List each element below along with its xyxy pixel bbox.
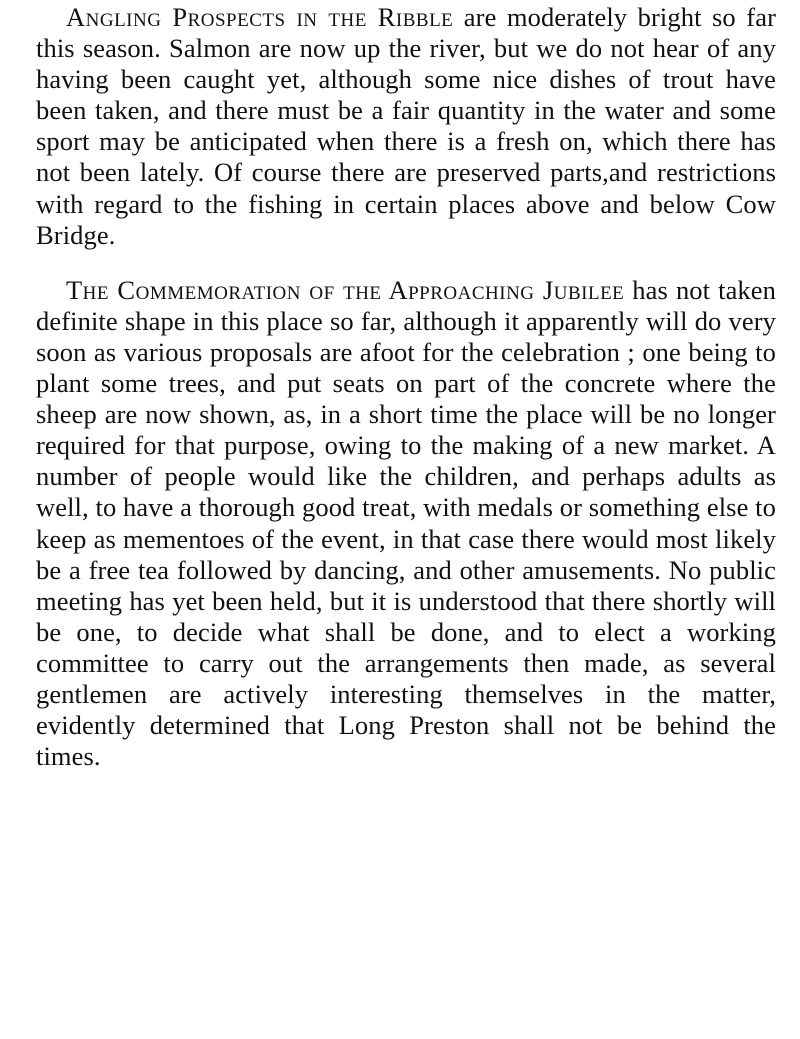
paragraph-body-jubilee: has not taken definite shape in this place so far, although it apparently will do very soon as various proposals are afoot for the celebration ; one being to plant some trees, and put seats on part of the concrete where the sheep are now shown, as, in a short time the place will be no longer required for that purpose, owing to the making of a new market. A number of people would like the children, and perhaps adults as well, to have a thorough good treat, with medals or something else to keep as mementoes of the event, in that case there would most likely be a free tea followed by dancing, and other amusements. No public meeting has yet been held, but it is understood that there shortly will be one, to decide what shall be done, and to elect a working committee to carry out the arrangements then made, as several gentlemen are actively interesting themselves in the matter, evidently determined that Long Preston shall not be behind the times. <box>36 274 776 772</box>
paragraph-angling-prospects <box>36 0 776 251</box>
paragraph-body-angling: are moderately bright so far this season. Salmon are now up the river, but we do not hear of any having been caught yet, although some nice dishes of trout have been taken, and there must be a fair quantity in the water and some sport may be anticipated when there is a fresh on, which there has not been lately. Of course there are preserved parts,and restrictions with regard to the fishing in certain places above and below Cow Bridge. <box>36 2 776 250</box>
paragraph-lead-angling: Angling Prospects in the Ribble <box>66 2 454 32</box>
paragraph-lead-jubilee: The Commemoration of the Approaching Jubilee <box>66 274 625 305</box>
paragraph-jubilee-commemoration <box>36 275 776 773</box>
newspaper-column <box>36 0 776 772</box>
